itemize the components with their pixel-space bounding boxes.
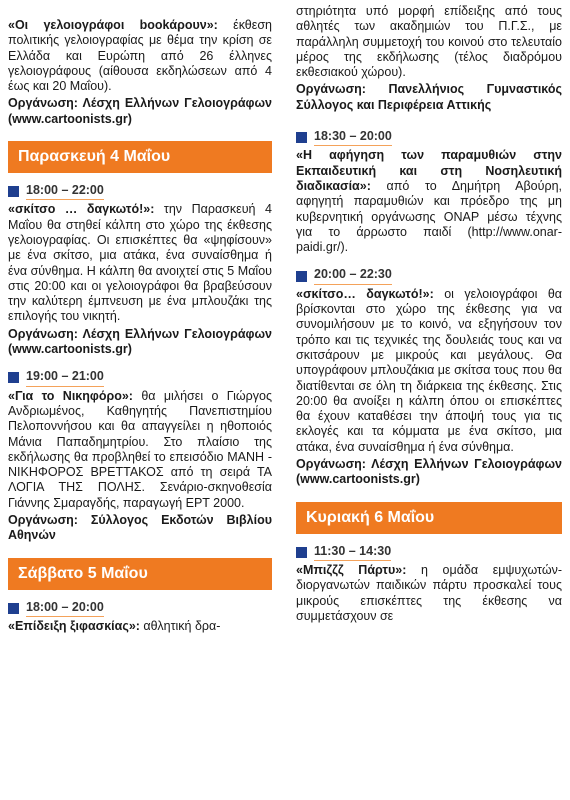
event-time-row — [296, 544, 562, 561]
event-text: αθλητική δρα- — [139, 618, 221, 633]
event-block — [8, 369, 272, 543]
event-organizer: Οργάνωση: Λέσχη Ελλήνων Γελοιογράφων (www.cartoonists.gr) — [8, 326, 272, 357]
event-time: 18:00 – 20:00 — [26, 600, 104, 617]
event-time-row — [296, 129, 562, 146]
event-text: θα μιλήσει ο Γιώργος Ανδριωμένος, Καθηγητής Πανεπιστημίου Πελοποννήσου και θα απαγγείλει η ηθοποιός Μάνια Παπαδημητρίου. Στο πλαίσιο της εκδήλωσης θα προβληθεί το επεισόδιο ΜΑΝΗ - ΝΙΚΗΦΟΡΟΣ ΒΡΕΤΤΑΚΟΣ από τη σειρά ΤΑ ΛΟΓΙΑ ΤΗΣ ΠΟΛΗΣ. Σενάριο-σκηνοθεσία Γιάννης Σμαραγδής, παραγωγή ΕΡΤ 2000. — [8, 388, 272, 510]
square-bullet-icon — [8, 372, 19, 383]
event-block — [296, 544, 562, 624]
event-organizer: Οργάνωση: Πανελλήνιος Γυμναστικός Σύλλογος και Περιφέρεια Αττικής — [296, 82, 562, 112]
square-bullet-icon — [296, 271, 307, 282]
exhibition-event — [8, 18, 272, 127]
event-text: την Παρασκευή 4 Μαΐου θα στηθεί κάλπη στο χώρο της έκθεσης γελοιογραφίας. Οι επισκέπτες θα «ψηφίσουν» με ένα σκίτσο, μια ατάκα, ένα συναίσθημα ή ένα σύνθημα. Η κάλπη θα ανοιχτεί στις 5 Μαΐου στις 20:00 και οι γελοιογράφοι θα βραβεύσουν την καλύτερη έμπνευση με ένα μπλουζάκι της επιλογής του νικητή. — [8, 202, 272, 324]
event-title: «σκίτσο… δαγκωτό!»: — [296, 286, 434, 301]
event-organizer: Οργάνωση: Λέσχη Ελλήνων Γελοιογράφων (www.cartoonists.gr) — [296, 457, 562, 487]
square-bullet-icon — [8, 603, 19, 614]
event-title: «Μπιζζζ Πάρτυ»: — [296, 562, 407, 577]
square-bullet-icon — [296, 132, 307, 143]
event-title: «Για το Νικηφόρο»: — [8, 388, 133, 403]
event-block — [8, 600, 272, 635]
square-bullet-icon — [296, 547, 307, 558]
event-time-row — [8, 600, 272, 617]
day-header-sunday: Κυριακή 6 Μαΐου — [296, 502, 562, 534]
event-time-row — [8, 369, 272, 386]
day-header-friday: Παρασκευή 4 Μαΐου — [8, 141, 272, 173]
event-block — [296, 267, 562, 487]
event-text: στηριότητα υπό μορφή επίδειξης από τους αθλητές των ακαδημιών του Π.Γ.Σ., με παράλληλη συμμετοχή του κοινού στο τελευταίο μέρος της εκδήλωσης (τέλος διαδρόμου εκθεσιακού χώρου). — [296, 4, 562, 80]
event-organizer: Οργάνωση: Λέσχη Ελλήνων Γελοιογράφων (www.cartoonists.gr) — [8, 96, 272, 126]
event-time-row — [296, 267, 562, 284]
left-column — [8, 0, 272, 646]
day-header-saturday: Σάββατο 5 Μαΐου — [8, 558, 272, 590]
event-title: «σκίτσο … δαγκωτό!»: — [8, 202, 155, 217]
event-title: «Οι γελοιογράφοι bookάρουν»: — [8, 18, 218, 32]
event-organizer: Οργάνωση: Σύλλογος Εκδοτών Βιβλίου Αθηνών — [8, 513, 272, 543]
event-time-row — [8, 183, 272, 200]
event-text: από το Δημήτρη Αβούρη, αφηγητή παραμυθιών και πρόεδρο της μη κυβερνητική οργάνωσης ONAP μέσω τέχνης για το άρρωστο παιδί (http://www.onar-paidi.gr/). — [296, 178, 562, 255]
event-text: οι γελοιογράφοι θα βρίσκονται στο χώρο της έκθεσης για να συνομιλήσουν με το κοινό, να εξηγήσουν τον τρόπο και τις τεχνικές της δουλειάς τους και να σκιτσάρουν με μικρούς και μεγάλους. Θα υπογράφουν μπλουζάκια με σκίτσα τους που θα διατίθενται σε όλη τη διάρκεια της έκθεσης. Στις 20:00 θα ανοίξει η κάλπη όπου οι επισκέπτες θα έχουν καταθέσει την άποψή τους για τις εκλογές και τα κόμματα με ένα σκίτσο, μια ατάκα, ένα συναίσθημα ή ένα σύνθημα. — [296, 286, 562, 454]
event-time: 11:30 – 14:30 — [314, 544, 391, 561]
event-text: έκθεση πολιτικής γελοιογραφίας με θέμα την κρίση σε Ελλάδα και Ευρώπη από 26 έλληνες γελοιογράφους (αίθουσα εκδηλώσεων από 4 έως και 20 Μαΐου). — [8, 18, 272, 94]
square-bullet-icon — [8, 186, 19, 197]
continued-event — [296, 4, 562, 113]
right-column — [296, 0, 562, 636]
event-time: 18:00 – 22:00 — [26, 183, 104, 200]
event-title: «Η αφήγηση των παραμυθιών στην Εκπαιδευτική και στη Νοσηλευτική διαδικασία»: — [296, 148, 562, 193]
event-time: 20:00 – 22:30 — [314, 267, 392, 284]
event-text: η ομάδα εμψυχωτών-διοργανωτών παιδικών πάρτυ προσκαλεί τους μικρούς επισκέπτες της έκθεσης να συμμετάσχουν σε — [296, 562, 562, 623]
event-time: 18:30 – 20:00 — [314, 129, 392, 146]
event-block — [8, 183, 272, 357]
event-time: 19:00 – 21:00 — [26, 369, 104, 386]
event-title: «Επίδειξη ξιφασκίας»: — [8, 618, 140, 633]
event-block — [296, 129, 562, 255]
